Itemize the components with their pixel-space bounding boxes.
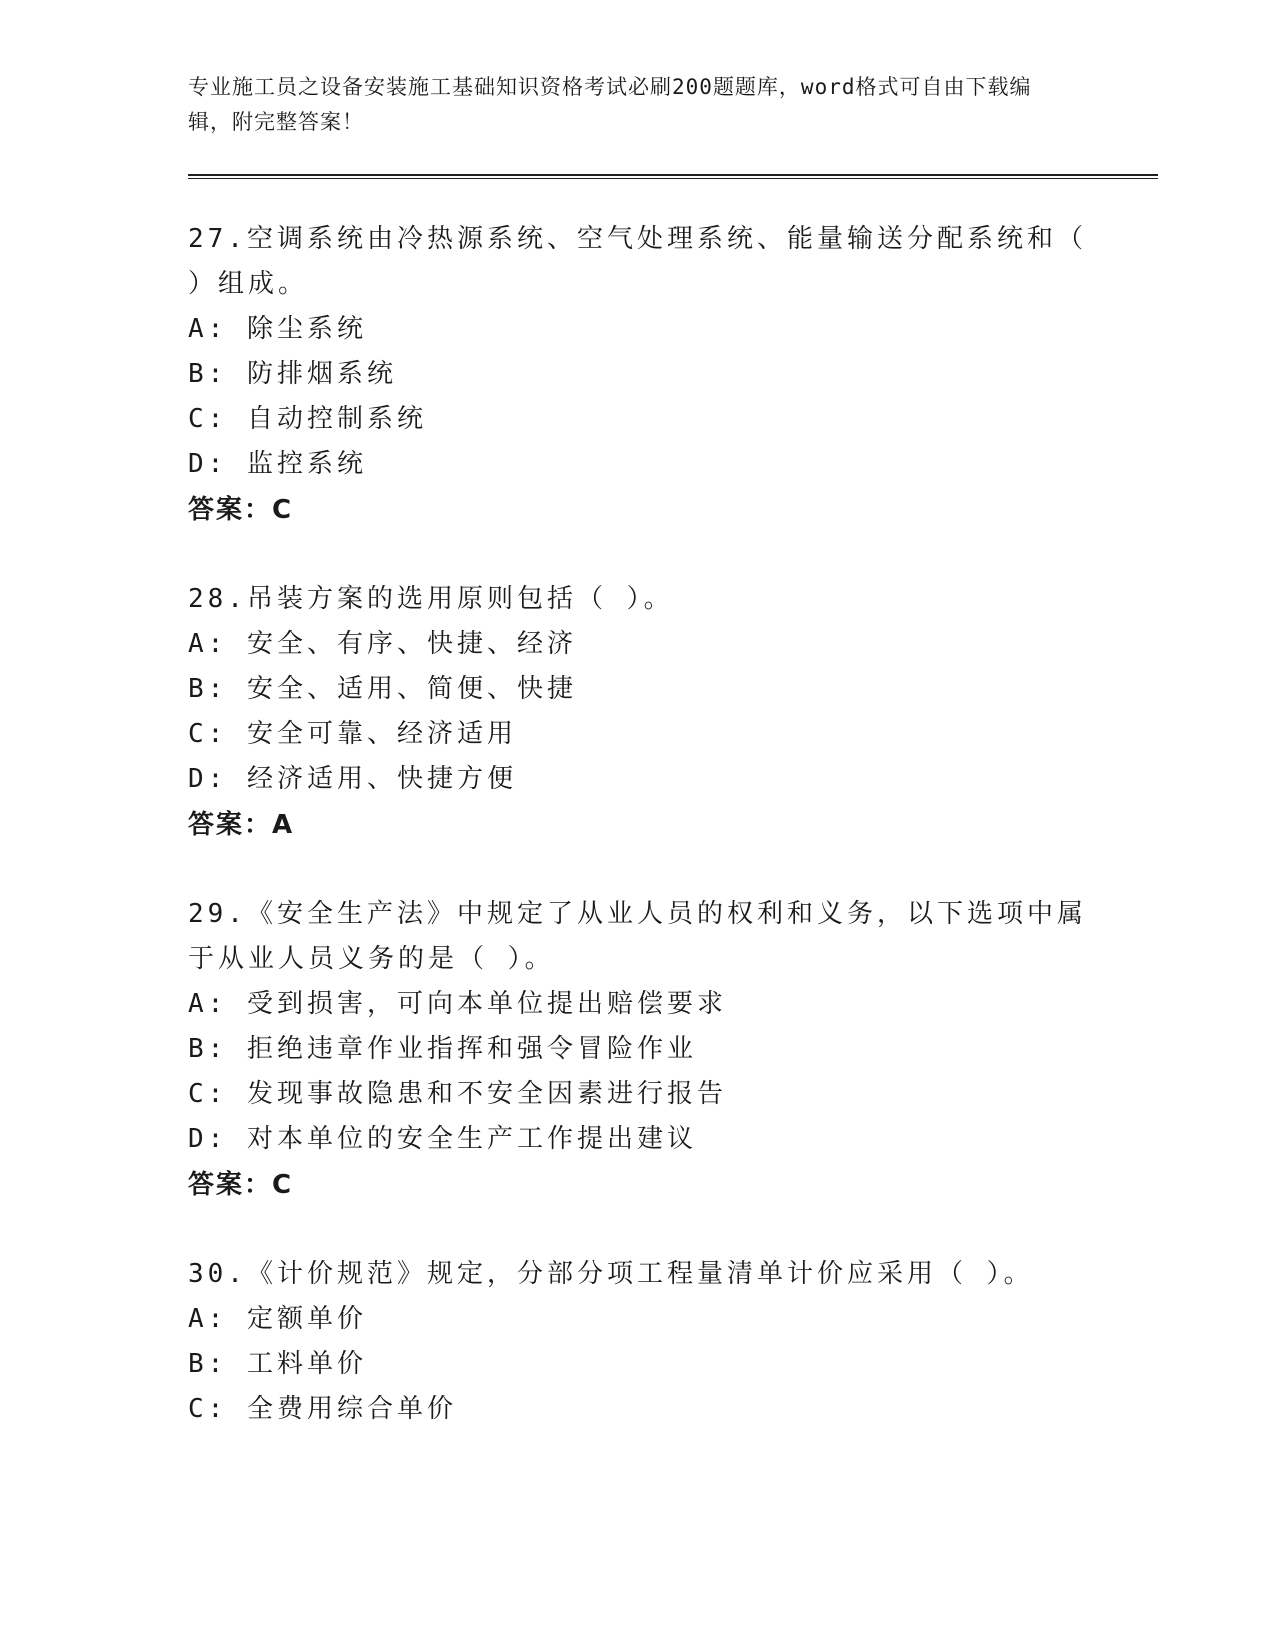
question-stem: 30.《计价规范》规定，分部分项工程量清单计价应采用（ ）。	[188, 1259, 1034, 1289]
question-stem: 28.吊装方案的选用原则包括（ ）。	[188, 584, 674, 614]
question-29	[188, 892, 1158, 1208]
question-list	[188, 217, 1158, 1432]
option-c: C: 安全可靠、经济适用	[188, 719, 517, 749]
question-stem: 29.《安全生产法》中规定了从业人员的权利和义务，以下选项中属于从业人员义务的是（ ）。	[188, 899, 1087, 974]
document-header: 专业施工员之设备安装施工基础知识资格考试必刷200题题库，word格式可自由下载编辑，附完整答案！	[188, 75, 1032, 134]
option-c: C: 全费用综合单价	[188, 1394, 457, 1424]
option-b: B: 安全、适用、简便、快捷	[188, 674, 577, 704]
option-c: C: 自动控制系统	[188, 404, 427, 434]
option-a: A: 定额单价	[188, 1304, 367, 1334]
answer-line: 答案：A	[188, 810, 295, 840]
question-27	[188, 217, 1158, 533]
option-a: A: 除尘系统	[188, 314, 367, 344]
document-page	[188, 70, 1158, 1476]
option-b: B: 工料单价	[188, 1349, 367, 1379]
option-a: A: 安全、有序、快捷、经济	[188, 629, 577, 659]
answer-line: 答案：C	[188, 495, 294, 525]
header-divider	[188, 174, 1158, 179]
question-30	[188, 1252, 1158, 1432]
question-28	[188, 577, 1158, 848]
option-b: B: 拒绝违章作业指挥和强令冒险作业	[188, 1034, 697, 1064]
question-stem: 27.空调系统由冷热源系统、空气处理系统、能量输送分配系统和（ ）组成。	[188, 224, 1087, 299]
option-a: A: 受到损害，可向本单位提出赔偿要求	[188, 989, 727, 1019]
option-c: C: 发现事故隐患和不安全因素进行报告	[188, 1079, 727, 1109]
option-d: D: 经济适用、快捷方便	[188, 764, 517, 794]
option-b: B: 防排烟系统	[188, 359, 397, 389]
answer-line: 答案：C	[188, 1170, 294, 1200]
option-d: D: 监控系统	[188, 449, 367, 479]
option-d: D: 对本单位的安全生产工作提出建议	[188, 1124, 697, 1154]
